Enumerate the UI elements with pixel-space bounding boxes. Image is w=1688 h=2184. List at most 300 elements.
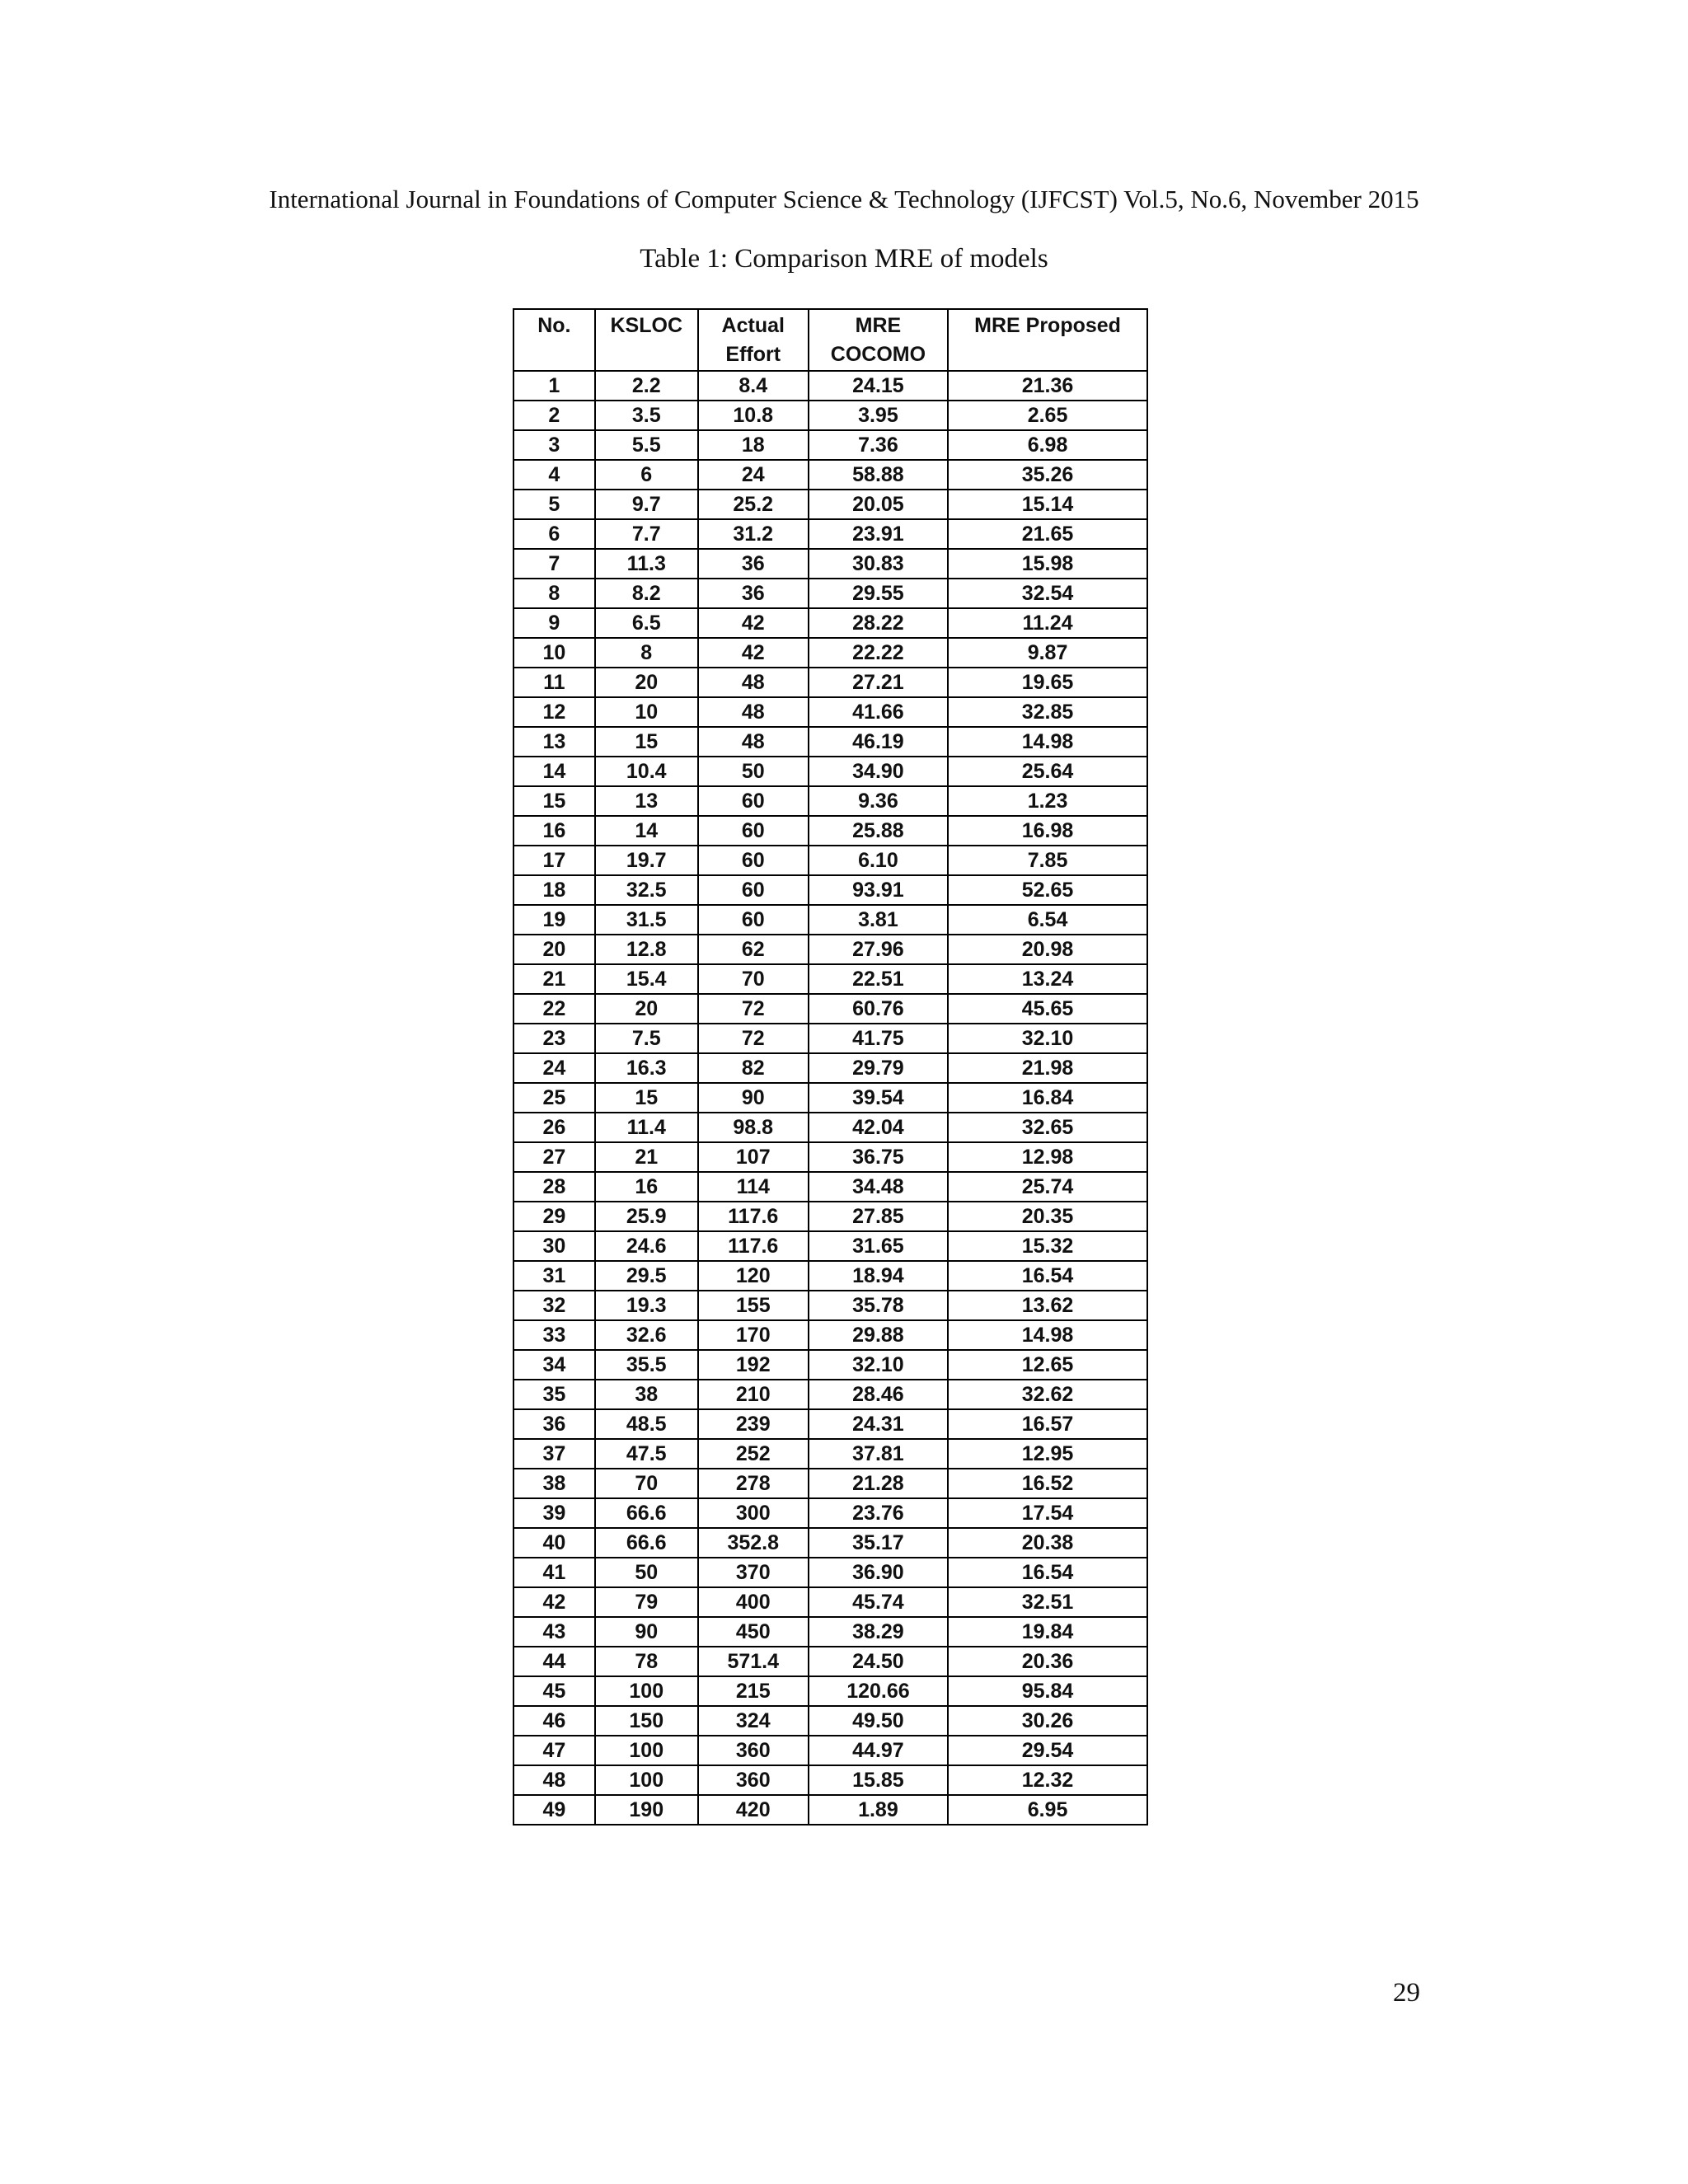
table-row xyxy=(513,1261,1147,1291)
table-row xyxy=(513,371,1147,401)
cell-mre-cocomo: 23.91 xyxy=(809,519,948,549)
cell-ksloc: 66.6 xyxy=(595,1498,698,1528)
cell-mre-proposed: 21.36 xyxy=(948,371,1147,401)
table-row xyxy=(513,1647,1147,1676)
cell-mre-cocomo: 28.22 xyxy=(809,608,948,638)
table-row xyxy=(513,1142,1147,1172)
cell-ksloc: 3.5 xyxy=(595,401,698,430)
cell-no: 25 xyxy=(513,1083,595,1113)
cell-actual-effort: 62 xyxy=(698,935,809,964)
cell-mre-proposed: 19.65 xyxy=(948,668,1147,697)
cell-mre-proposed: 14.98 xyxy=(948,1320,1147,1350)
cell-mre-cocomo: 35.78 xyxy=(809,1291,948,1320)
cell-mre-proposed: 1.23 xyxy=(948,786,1147,816)
cell-mre-proposed: 29.54 xyxy=(948,1736,1147,1765)
cell-mre-cocomo: 32.10 xyxy=(809,1350,948,1380)
cell-mre-proposed: 30.26 xyxy=(948,1706,1147,1736)
cell-actual-effort: 42 xyxy=(698,638,809,668)
cell-ksloc: 100 xyxy=(595,1736,698,1765)
table-row xyxy=(513,697,1147,727)
cell-mre-cocomo: 37.81 xyxy=(809,1439,948,1469)
cell-mre-proposed: 32.10 xyxy=(948,1024,1147,1053)
cell-ksloc: 21 xyxy=(595,1142,698,1172)
cell-actual-effort: 252 xyxy=(698,1439,809,1469)
table-row xyxy=(513,1053,1147,1083)
cell-mre-proposed: 20.36 xyxy=(948,1647,1147,1676)
column-header-no: No. xyxy=(513,309,595,371)
table-row xyxy=(513,608,1147,638)
cell-no: 1 xyxy=(513,371,595,401)
table-row xyxy=(513,1498,1147,1528)
table-row xyxy=(513,757,1147,786)
cell-no: 42 xyxy=(513,1587,595,1617)
cell-mre-proposed: 12.32 xyxy=(948,1765,1147,1795)
table-row xyxy=(513,1528,1147,1558)
cell-mre-cocomo: 7.36 xyxy=(809,430,948,460)
cell-no: 49 xyxy=(513,1795,595,1825)
cell-mre-cocomo: 49.50 xyxy=(809,1706,948,1736)
cell-actual-effort: 360 xyxy=(698,1736,809,1765)
cell-actual-effort: 170 xyxy=(698,1320,809,1350)
cell-no: 39 xyxy=(513,1498,595,1528)
cell-mre-proposed: 6.98 xyxy=(948,430,1147,460)
cell-no: 38 xyxy=(513,1469,595,1498)
table-row xyxy=(513,549,1147,579)
cell-no: 20 xyxy=(513,935,595,964)
cell-ksloc: 12.8 xyxy=(595,935,698,964)
cell-mre-proposed: 12.95 xyxy=(948,1439,1147,1469)
cell-mre-proposed: 16.57 xyxy=(948,1409,1147,1439)
cell-mre-cocomo: 41.75 xyxy=(809,1024,948,1053)
cell-ksloc: 31.5 xyxy=(595,905,698,935)
cell-mre-proposed: 13.24 xyxy=(948,964,1147,994)
cell-actual-effort: 72 xyxy=(698,1024,809,1053)
cell-no: 11 xyxy=(513,668,595,697)
cell-mre-proposed: 32.65 xyxy=(948,1113,1147,1142)
table-header-row xyxy=(513,309,1147,371)
cell-mre-cocomo: 34.48 xyxy=(809,1172,948,1202)
cell-no: 17 xyxy=(513,846,595,875)
table-row xyxy=(513,994,1147,1024)
table-row xyxy=(513,875,1147,905)
cell-actual-effort: 60 xyxy=(698,786,809,816)
cell-mre-cocomo: 6.10 xyxy=(809,846,948,875)
cell-no: 24 xyxy=(513,1053,595,1083)
cell-no: 47 xyxy=(513,1736,595,1765)
cell-actual-effort: 18 xyxy=(698,430,809,460)
cell-actual-effort: 114 xyxy=(698,1172,809,1202)
cell-mre-proposed: 6.54 xyxy=(948,905,1147,935)
cell-mre-proposed: 12.98 xyxy=(948,1142,1147,1172)
table-row xyxy=(513,1172,1147,1202)
cell-no: 10 xyxy=(513,638,595,668)
cell-mre-cocomo: 44.97 xyxy=(809,1736,948,1765)
cell-mre-proposed: 21.65 xyxy=(948,519,1147,549)
cell-mre-cocomo: 34.90 xyxy=(809,757,948,786)
table-row xyxy=(513,638,1147,668)
table-row xyxy=(513,935,1147,964)
cell-no: 33 xyxy=(513,1320,595,1350)
cell-mre-cocomo: 39.54 xyxy=(809,1083,948,1113)
cell-no: 44 xyxy=(513,1647,595,1676)
cell-ksloc: 32.6 xyxy=(595,1320,698,1350)
cell-no: 43 xyxy=(513,1617,595,1647)
cell-no: 46 xyxy=(513,1706,595,1736)
column-header-mre-cocomo: MRE COCOMO xyxy=(809,309,948,371)
cell-actual-effort: 60 xyxy=(698,846,809,875)
cell-no: 21 xyxy=(513,964,595,994)
table-row xyxy=(513,460,1147,490)
table-row xyxy=(513,579,1147,608)
cell-actual-effort: 215 xyxy=(698,1676,809,1706)
cell-ksloc: 2.2 xyxy=(595,371,698,401)
journal-header: International Journal in Foundations of Computer Science & Technology (IJFCST) Vol.5, No.6, November 2015 xyxy=(269,185,1419,213)
cell-actual-effort: 36 xyxy=(698,549,809,579)
table-row xyxy=(513,1350,1147,1380)
table-row xyxy=(513,401,1147,430)
cell-actual-effort: 48 xyxy=(698,727,809,757)
table-row xyxy=(513,727,1147,757)
cell-actual-effort: 48 xyxy=(698,697,809,727)
cell-actual-effort: 300 xyxy=(698,1498,809,1528)
cell-ksloc: 25.9 xyxy=(595,1202,698,1231)
cell-no: 30 xyxy=(513,1231,595,1261)
table-row xyxy=(513,1113,1147,1142)
cell-mre-proposed: 16.52 xyxy=(948,1469,1147,1498)
table-row xyxy=(513,1439,1147,1469)
table-row xyxy=(513,1587,1147,1617)
table-row xyxy=(513,1558,1147,1587)
table-caption: Table 1: Comparison MRE of models xyxy=(640,244,1048,274)
cell-mre-cocomo: 38.29 xyxy=(809,1617,948,1647)
cell-mre-cocomo: 30.83 xyxy=(809,549,948,579)
cell-ksloc: 15 xyxy=(595,727,698,757)
table-row xyxy=(513,1617,1147,1647)
cell-ksloc: 79 xyxy=(595,1587,698,1617)
cell-mre-cocomo: 58.88 xyxy=(809,460,948,490)
cell-actual-effort: 571.4 xyxy=(698,1647,809,1676)
table-row xyxy=(513,1409,1147,1439)
cell-mre-proposed: 13.62 xyxy=(948,1291,1147,1320)
cell-no: 29 xyxy=(513,1202,595,1231)
cell-mre-proposed: 12.65 xyxy=(948,1350,1147,1380)
cell-ksloc: 6 xyxy=(595,460,698,490)
cell-ksloc: 35.5 xyxy=(595,1350,698,1380)
cell-no: 4 xyxy=(513,460,595,490)
cell-mre-proposed: 15.32 xyxy=(948,1231,1147,1261)
cell-no: 36 xyxy=(513,1409,595,1439)
cell-ksloc: 19.7 xyxy=(595,846,698,875)
cell-no: 35 xyxy=(513,1380,595,1409)
cell-mre-proposed: 16.54 xyxy=(948,1558,1147,1587)
column-header-ksloc: KSLOC xyxy=(595,309,698,371)
cell-actual-effort: 24 xyxy=(698,460,809,490)
cell-mre-proposed: 32.62 xyxy=(948,1380,1147,1409)
table-body xyxy=(513,371,1147,1825)
table-row xyxy=(513,786,1147,816)
cell-no: 16 xyxy=(513,816,595,846)
cell-actual-effort: 120 xyxy=(698,1261,809,1291)
cell-mre-cocomo: 22.51 xyxy=(809,964,948,994)
cell-ksloc: 66.6 xyxy=(595,1528,698,1558)
cell-actual-effort: 25.2 xyxy=(698,490,809,519)
cell-mre-cocomo: 120.66 xyxy=(809,1676,948,1706)
cell-mre-cocomo: 29.79 xyxy=(809,1053,948,1083)
cell-actual-effort: 90 xyxy=(698,1083,809,1113)
cell-ksloc: 48.5 xyxy=(595,1409,698,1439)
table-row xyxy=(513,1291,1147,1320)
table-row xyxy=(513,1795,1147,1825)
cell-actual-effort: 192 xyxy=(698,1350,809,1380)
cell-mre-cocomo: 24.50 xyxy=(809,1647,948,1676)
cell-actual-effort: 50 xyxy=(698,757,809,786)
table-row xyxy=(513,1083,1147,1113)
cell-ksloc: 10 xyxy=(595,697,698,727)
cell-ksloc: 11.4 xyxy=(595,1113,698,1142)
table-row xyxy=(513,519,1147,549)
table-row xyxy=(513,1202,1147,1231)
cell-actual-effort: 155 xyxy=(698,1291,809,1320)
cell-ksloc: 16.3 xyxy=(595,1053,698,1083)
cell-mre-proposed: 16.84 xyxy=(948,1083,1147,1113)
cell-no: 26 xyxy=(513,1113,595,1142)
cell-actual-effort: 70 xyxy=(698,964,809,994)
cell-no: 45 xyxy=(513,1676,595,1706)
cell-mre-cocomo: 27.21 xyxy=(809,668,948,697)
cell-no: 18 xyxy=(513,875,595,905)
cell-mre-cocomo: 31.65 xyxy=(809,1231,948,1261)
cell-mre-cocomo: 36.90 xyxy=(809,1558,948,1587)
cell-no: 28 xyxy=(513,1172,595,1202)
cell-no: 9 xyxy=(513,608,595,638)
cell-mre-proposed: 25.74 xyxy=(948,1172,1147,1202)
cell-no: 15 xyxy=(513,786,595,816)
table-row xyxy=(513,1320,1147,1350)
cell-actual-effort: 370 xyxy=(698,1558,809,1587)
cell-ksloc: 7.7 xyxy=(595,519,698,549)
cell-mre-proposed: 45.65 xyxy=(948,994,1147,1024)
cell-actual-effort: 210 xyxy=(698,1380,809,1409)
cell-mre-proposed: 20.38 xyxy=(948,1528,1147,1558)
cell-mre-cocomo: 23.76 xyxy=(809,1498,948,1528)
cell-actual-effort: 31.2 xyxy=(698,519,809,549)
cell-no: 37 xyxy=(513,1439,595,1469)
cell-mre-cocomo: 24.15 xyxy=(809,371,948,401)
cell-no: 40 xyxy=(513,1528,595,1558)
cell-ksloc: 7.5 xyxy=(595,1024,698,1053)
cell-ksloc: 20 xyxy=(595,994,698,1024)
cell-ksloc: 14 xyxy=(595,816,698,846)
cell-actual-effort: 324 xyxy=(698,1706,809,1736)
cell-mre-cocomo: 1.89 xyxy=(809,1795,948,1825)
table-row xyxy=(513,1736,1147,1765)
cell-mre-cocomo: 15.85 xyxy=(809,1765,948,1795)
cell-no: 7 xyxy=(513,549,595,579)
cell-actual-effort: 117.6 xyxy=(698,1202,809,1231)
cell-actual-effort: 48 xyxy=(698,668,809,697)
cell-mre-proposed: 6.95 xyxy=(948,1795,1147,1825)
cell-ksloc: 24.6 xyxy=(595,1231,698,1261)
cell-actual-effort: 352.8 xyxy=(698,1528,809,1558)
cell-mre-cocomo: 46.19 xyxy=(809,727,948,757)
cell-ksloc: 78 xyxy=(595,1647,698,1676)
cell-ksloc: 150 xyxy=(595,1706,698,1736)
page-number: 29 xyxy=(1393,1978,1420,2008)
cell-ksloc: 20 xyxy=(595,668,698,697)
cell-no: 22 xyxy=(513,994,595,1024)
cell-actual-effort: 60 xyxy=(698,875,809,905)
cell-mre-proposed: 20.98 xyxy=(948,935,1147,964)
cell-no: 48 xyxy=(513,1765,595,1795)
cell-mre-cocomo: 45.74 xyxy=(809,1587,948,1617)
table-row xyxy=(513,430,1147,460)
cell-mre-cocomo: 21.28 xyxy=(809,1469,948,1498)
table-row xyxy=(513,1231,1147,1261)
cell-ksloc: 8 xyxy=(595,638,698,668)
cell-mre-proposed: 32.54 xyxy=(948,579,1147,608)
cell-no: 12 xyxy=(513,697,595,727)
table-row xyxy=(513,1706,1147,1736)
cell-mre-proposed: 35.26 xyxy=(948,460,1147,490)
cell-ksloc: 10.4 xyxy=(595,757,698,786)
cell-mre-proposed: 16.54 xyxy=(948,1261,1147,1291)
cell-actual-effort: 239 xyxy=(698,1409,809,1439)
cell-mre-cocomo: 93.91 xyxy=(809,875,948,905)
cell-ksloc: 100 xyxy=(595,1676,698,1706)
cell-actual-effort: 450 xyxy=(698,1617,809,1647)
cell-ksloc: 32.5 xyxy=(595,875,698,905)
cell-no: 13 xyxy=(513,727,595,757)
cell-no: 27 xyxy=(513,1142,595,1172)
cell-mre-cocomo: 24.31 xyxy=(809,1409,948,1439)
table-row xyxy=(513,490,1147,519)
cell-ksloc: 90 xyxy=(595,1617,698,1647)
cell-actual-effort: 8.4 xyxy=(698,371,809,401)
cell-mre-cocomo: 22.22 xyxy=(809,638,948,668)
cell-actual-effort: 82 xyxy=(698,1053,809,1083)
cell-mre-proposed: 2.65 xyxy=(948,401,1147,430)
cell-mre-proposed: 15.98 xyxy=(948,549,1147,579)
cell-ksloc: 190 xyxy=(595,1795,698,1825)
table-row xyxy=(513,668,1147,697)
table-row xyxy=(513,1676,1147,1706)
cell-actual-effort: 107 xyxy=(698,1142,809,1172)
cell-mre-cocomo: 36.75 xyxy=(809,1142,948,1172)
cell-ksloc: 19.3 xyxy=(595,1291,698,1320)
cell-no: 34 xyxy=(513,1350,595,1380)
cell-no: 3 xyxy=(513,430,595,460)
cell-mre-proposed: 7.85 xyxy=(948,846,1147,875)
cell-ksloc: 15.4 xyxy=(595,964,698,994)
table-row xyxy=(513,964,1147,994)
cell-no: 31 xyxy=(513,1261,595,1291)
cell-actual-effort: 360 xyxy=(698,1765,809,1795)
cell-mre-proposed: 52.65 xyxy=(948,875,1147,905)
cell-mre-proposed: 19.84 xyxy=(948,1617,1147,1647)
cell-no: 8 xyxy=(513,579,595,608)
cell-actual-effort: 10.8 xyxy=(698,401,809,430)
cell-no: 14 xyxy=(513,757,595,786)
cell-actual-effort: 72 xyxy=(698,994,809,1024)
cell-no: 41 xyxy=(513,1558,595,1587)
cell-actual-effort: 117.6 xyxy=(698,1231,809,1261)
table-row xyxy=(513,846,1147,875)
cell-ksloc: 29.5 xyxy=(595,1261,698,1291)
table-row xyxy=(513,1469,1147,1498)
cell-ksloc: 15 xyxy=(595,1083,698,1113)
cell-ksloc: 13 xyxy=(595,786,698,816)
cell-no: 6 xyxy=(513,519,595,549)
cell-actual-effort: 42 xyxy=(698,608,809,638)
cell-mre-cocomo: 29.55 xyxy=(809,579,948,608)
cell-mre-cocomo: 29.88 xyxy=(809,1320,948,1350)
cell-actual-effort: 60 xyxy=(698,905,809,935)
cell-ksloc: 100 xyxy=(595,1765,698,1795)
table-row xyxy=(513,816,1147,846)
cell-no: 23 xyxy=(513,1024,595,1053)
cell-mre-cocomo: 27.85 xyxy=(809,1202,948,1231)
table-row xyxy=(513,1024,1147,1053)
cell-ksloc: 5.5 xyxy=(595,430,698,460)
cell-ksloc: 47.5 xyxy=(595,1439,698,1469)
cell-mre-cocomo: 35.17 xyxy=(809,1528,948,1558)
cell-mre-proposed: 14.98 xyxy=(948,727,1147,757)
cell-actual-effort: 420 xyxy=(698,1795,809,1825)
cell-mre-cocomo: 27.96 xyxy=(809,935,948,964)
cell-mre-proposed: 15.14 xyxy=(948,490,1147,519)
cell-mre-proposed: 11.24 xyxy=(948,608,1147,638)
cell-mre-proposed: 16.98 xyxy=(948,816,1147,846)
table-row xyxy=(513,905,1147,935)
cell-mre-cocomo: 60.76 xyxy=(809,994,948,1024)
cell-actual-effort: 98.8 xyxy=(698,1113,809,1142)
mre-comparison-table xyxy=(513,308,1148,1825)
cell-mre-proposed: 9.87 xyxy=(948,638,1147,668)
cell-ksloc: 8.2 xyxy=(595,579,698,608)
cell-mre-proposed: 25.64 xyxy=(948,757,1147,786)
cell-actual-effort: 278 xyxy=(698,1469,809,1498)
cell-ksloc: 16 xyxy=(595,1172,698,1202)
cell-actual-effort: 36 xyxy=(698,579,809,608)
table-row xyxy=(513,1380,1147,1409)
cell-mre-cocomo: 3.81 xyxy=(809,905,948,935)
cell-mre-proposed: 95.84 xyxy=(948,1676,1147,1706)
cell-actual-effort: 400 xyxy=(698,1587,809,1617)
cell-mre-cocomo: 25.88 xyxy=(809,816,948,846)
cell-ksloc: 9.7 xyxy=(595,490,698,519)
cell-ksloc: 70 xyxy=(595,1469,698,1498)
column-header-actual-effort: Actual Effort xyxy=(698,309,809,371)
cell-mre-proposed: 32.51 xyxy=(948,1587,1147,1617)
cell-no: 2 xyxy=(513,401,595,430)
cell-mre-proposed: 21.98 xyxy=(948,1053,1147,1083)
cell-no: 32 xyxy=(513,1291,595,1320)
cell-ksloc: 11.3 xyxy=(595,549,698,579)
cell-mre-proposed: 17.54 xyxy=(948,1498,1147,1528)
cell-mre-cocomo: 3.95 xyxy=(809,401,948,430)
cell-mre-cocomo: 18.94 xyxy=(809,1261,948,1291)
cell-ksloc: 38 xyxy=(595,1380,698,1409)
cell-actual-effort: 60 xyxy=(698,816,809,846)
column-header-mre-proposed: MRE Proposed xyxy=(948,309,1147,371)
cell-mre-cocomo: 41.66 xyxy=(809,697,948,727)
cell-ksloc: 50 xyxy=(595,1558,698,1587)
cell-mre-proposed: 32.85 xyxy=(948,697,1147,727)
table-row xyxy=(513,1765,1147,1795)
cell-mre-cocomo: 28.46 xyxy=(809,1380,948,1409)
cell-mre-cocomo: 20.05 xyxy=(809,490,948,519)
cell-mre-cocomo: 42.04 xyxy=(809,1113,948,1142)
